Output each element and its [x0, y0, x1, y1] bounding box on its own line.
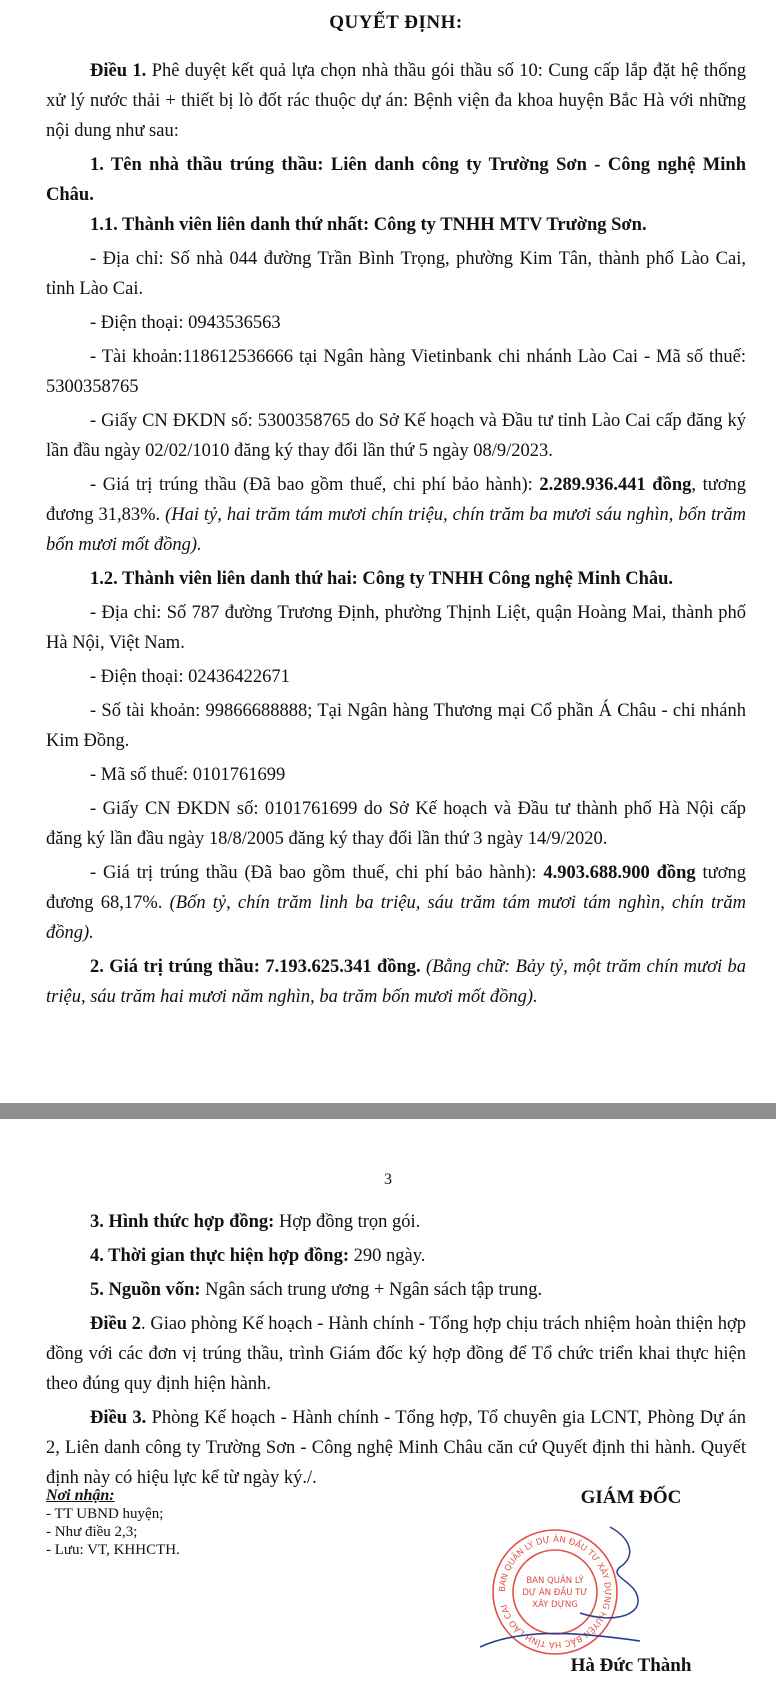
member-2-account: - Số tài khoản: 99866688888; Tại Ngân hàng Thương mại Cổ phần Á Châu - chi nhánh Kim Đồng.: [46, 701, 746, 751]
recipients-heading: Nơi nhận:: [46, 1487, 115, 1504]
page-2-content: [46, 1207, 746, 1497]
member-1-value-amount: 2.289.936.441 đồng: [539, 475, 692, 495]
member-2-license: - Giấy CN ĐKDN số: 0101761699 do Sở Kế hoạch và Đầu tư thành phố Hà Nội cấp đăng ký lần đầu ngày 18/8/2005 đăng ký thay đổi lần thứ 3 ngày 14/9/2020.: [46, 799, 746, 849]
article-3: Điều 3. Phòng Kế hoạch - Hành chính - Tổng hợp, Tổ chuyên gia LCNT, Phòng Dự án 2, Liên danh công ty Trường Sơn - Công nghệ Minh Châu căn cứ Quyết định thi hành. Quyết định này có hiệu lực kể từ ngày ký./.: [46, 1408, 746, 1488]
page-1-content: [46, 4, 746, 1016]
article-1: [46, 56, 746, 146]
signer-title: GIÁM ĐỐC: [580, 1487, 682, 1508]
stamp-ring-text: BAN QUẢN LÝ DỰ ÁN ĐẦU TƯ XÂY DỰNG HUYỆN BẮC HÀ TỈNH LÀO CAI: [497, 1534, 613, 1650]
stamp-center-line: DỰ ÁN ĐẦU TƯ: [522, 1588, 588, 1598]
section-1-1-heading: 1.1. Thành viên liên danh thứ nhất: Công ty TNHH MTV Trường Sơn.: [90, 215, 647, 235]
member-1-phone: - Điện thoại: 0943536563: [90, 313, 281, 333]
recipient-item: - Như điều 2,3;: [46, 1524, 138, 1540]
article-1-text: Phê duyệt kết quả lựa chọn nhà thầu gói thầu số 10: Cung cấp lắp đặt hệ thống xử lý nước thải + thiết bị lò đốt rác thuộc dự án: Bệnh viện đa khoa huyện Bắc Hà với những nội dung như sau:: [46, 61, 746, 141]
member-2-value-amount: 4.903.688.900 đồng: [543, 863, 696, 883]
article-2: Điều 2. Giao phòng Kế hoạch - Hành chính - Tổng hợp chịu trách nhiệm hoàn thiện hợp đồng với các đơn vị trúng thầu, trình Giám đốc ký hợp đồng để Tổ chức triển khai thực hiện theo đúng quy định hiện hành.: [46, 1314, 747, 1394]
section-5-funding: 5. Nguồn vốn: Ngân sách trung ương + Ngân sách tập trung.: [90, 1280, 543, 1300]
page-separator: [0, 1103, 776, 1119]
recipient-item: - TT UBND huyện;: [46, 1506, 164, 1522]
member-2-value-words: (Bốn tỷ, chín trăm linh ba triệu, sáu trăm tám mươi tám nghìn, chín trăm đồng).: [46, 893, 746, 943]
member-2-phone: - Điện thoại: 02436422671: [90, 667, 290, 687]
section-4-duration: 4. Thời gian thực hiện hợp đồng: 290 ngày.: [90, 1246, 426, 1266]
official-stamp-icon: [460, 1517, 650, 1667]
member-1-value: - Giá trị trúng thầu (Đã bao gồm thuế, chi phí bảo hành): 2.289.936.441 đồng, tương đương 31,83%. (Hai tỷ, hai trăm tám mươi chín triệu, chín trăm ba mươi sáu nghìn, bốn trăm bốn mươi mốt đồng).: [46, 475, 747, 555]
article-3-label: Điều 3.: [90, 1408, 147, 1428]
stamp-center-line: BAN QUẢN LÝ: [526, 1576, 584, 1586]
section-3-contract-type: 3. Hình thức hợp đồng: Hợp đồng trọn gói.: [90, 1212, 421, 1232]
section-2-total-value: 2. Giá trị trúng thầu: 7.193.625.341 đồng. (Bằng chữ: Bảy tỷ, một trăm chín mươi ba triệu, sáu trăm hai mươi năm nghìn, ba trăm bốn mươi mốt đồng).: [46, 957, 746, 1007]
section-1-heading: 1. Tên nhà thầu trúng thầu: Liên danh công ty Trường Sơn - Công nghệ Minh Châu.: [46, 155, 746, 205]
section-1-2-heading: 1.2. Thành viên liên danh thứ hai: Công ty TNHH Công nghệ Minh Châu.: [90, 569, 674, 589]
member-2-value: - Giá trị trúng thầu (Đã bao gồm thuế, chi phí bảo hành): 4.903.688.900 đồng tương đương 68,17%. (Bốn tỷ, chín trăm linh ba triệu, sáu trăm tám mươi tám nghìn, chín trăm đồng).: [46, 863, 746, 943]
decision-title: QUYẾT ĐỊNH:: [329, 12, 463, 33]
article-1-label: Điều 1.: [90, 61, 147, 81]
page-number: 3: [384, 1171, 392, 1188]
member-2-address: - Địa chỉ: Số 787 đường Trương Định, phường Thịnh Liệt, quận Hoàng Mai, thành phố Hà Nội, Việt Nam.: [46, 603, 746, 653]
member-1-license: - Giấy CN ĐKDN số: 5300358765 do Sở Kế hoạch và Đầu tư tỉnh Lào Cai cấp đăng ký lần đầu ngày 02/02/1010 đăng ký thay đổi lần thứ 5 ngày 08/9/2023.: [46, 411, 746, 461]
recipients: [46, 1487, 180, 1559]
article-2-label: Điều 2: [90, 1314, 141, 1334]
member-1-address: - Địa chỉ: Số nhà 044 đường Trần Bình Trọng, phường Kim Tân, thành phố Lào Cai, tỉnh Lào Cai.: [46, 249, 746, 299]
recipient-item: - Lưu: VT, KHHCTH.: [46, 1542, 180, 1558]
stamp-center-line: XÂY DỰNG: [532, 1600, 578, 1610]
signer-name: Hà Đức Thành: [570, 1655, 692, 1676]
signature-block: [46, 1487, 746, 1687]
member-1-value-words: (Hai tỷ, hai trăm tám mươi chín triệu, chín trăm ba mươi sáu nghìn, bốn trăm bốn mươi mốt đồng).: [46, 505, 746, 555]
member-1-account: - Tài khoản:118612536666 tại Ngân hàng Vietinbank chi nhánh Lào Cai - Mã số thuế: 5300358765: [46, 347, 746, 397]
document-page-2: [0, 1119, 776, 1688]
member-2-tax: - Mã số thuế: 0101761699: [90, 765, 286, 785]
